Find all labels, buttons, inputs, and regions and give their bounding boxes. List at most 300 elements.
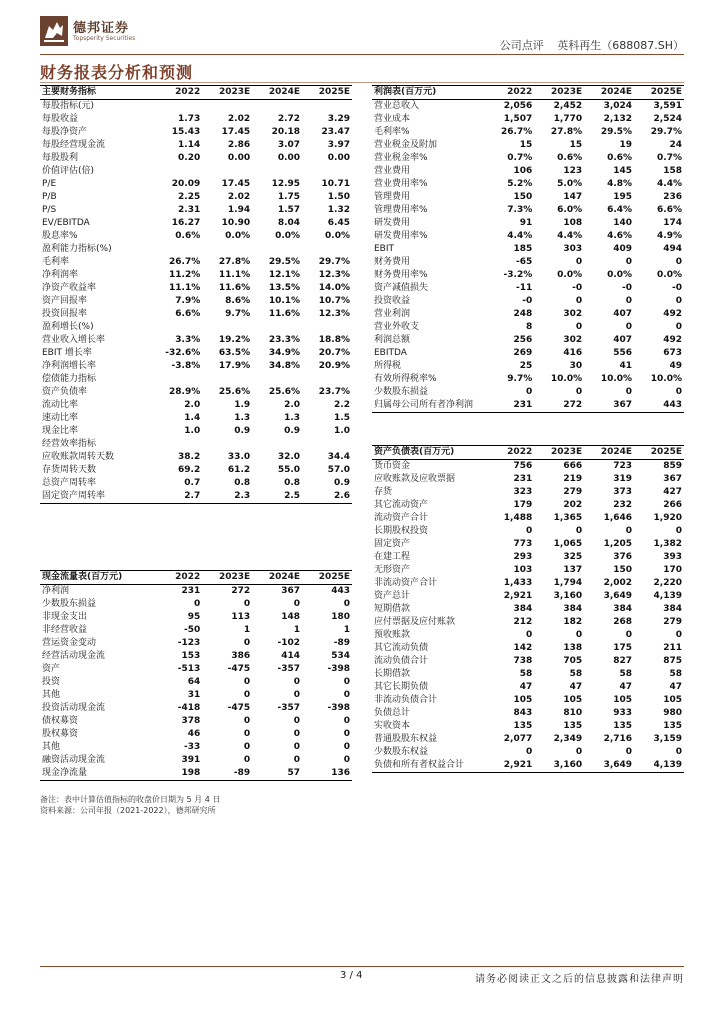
table-row bbox=[40, 490, 352, 504]
cell-value: 17.45 bbox=[221, 179, 251, 189]
row-label: 净利润 bbox=[42, 586, 70, 596]
row-label: 经营效率指标 bbox=[42, 439, 97, 449]
cell-value: 0.0% bbox=[225, 231, 251, 241]
cell-value bbox=[252, 165, 302, 178]
table-row bbox=[40, 637, 352, 650]
row-label: 资产 bbox=[42, 664, 61, 674]
cell-value: 23.3% bbox=[268, 335, 301, 345]
cell-value: 2,921 bbox=[484, 759, 534, 773]
cell-value: -0 bbox=[572, 283, 583, 293]
cell-value: 0 bbox=[625, 296, 633, 306]
cell-value: 0.7 bbox=[184, 478, 201, 488]
row-label: 流动负债合计 bbox=[374, 656, 429, 666]
table-row bbox=[372, 525, 684, 538]
cell-value: 147 bbox=[563, 192, 583, 202]
row-label: P/S bbox=[42, 205, 57, 215]
table-row bbox=[40, 204, 352, 217]
cell-value: 150 bbox=[513, 192, 533, 202]
cell-value: 933 bbox=[613, 708, 633, 718]
table-row bbox=[40, 741, 352, 754]
column-header: 2024E bbox=[252, 86, 302, 100]
cell-value: 494 bbox=[663, 244, 682, 254]
cell-value: 2,524 bbox=[653, 114, 682, 124]
cell-value bbox=[252, 438, 302, 451]
table-row bbox=[372, 113, 684, 126]
cell-value: 231 bbox=[484, 399, 534, 413]
cell-value: 738 bbox=[513, 656, 533, 666]
row-label: 非流动负债合计 bbox=[374, 695, 438, 705]
cell-value: 3,024 bbox=[603, 101, 633, 111]
cell-value: 302 bbox=[563, 335, 583, 345]
cell-value: 4,139 bbox=[653, 591, 682, 601]
cell-value bbox=[252, 100, 302, 114]
cell-value: 174 bbox=[663, 218, 682, 228]
row-label: 每股净资产 bbox=[42, 127, 88, 137]
cell-value: -357 bbox=[277, 703, 301, 713]
cell-value: 11.2% bbox=[169, 270, 201, 280]
cell-value: -89 bbox=[202, 767, 252, 781]
cell-value: 0.0% bbox=[607, 270, 633, 280]
cell-value: 25.6% bbox=[218, 387, 251, 397]
cell-value: 0 bbox=[243, 677, 251, 687]
cell-value: 2.72 bbox=[277, 114, 301, 124]
cell-value: 57.0 bbox=[327, 465, 350, 475]
column-header: 2023E bbox=[534, 446, 584, 460]
cell-value: 0 bbox=[343, 742, 350, 752]
cell-value: 10.0% bbox=[650, 374, 682, 384]
table-row bbox=[372, 230, 684, 243]
cell-value: 202 bbox=[563, 500, 583, 510]
cell-value: 2,077 bbox=[503, 734, 533, 744]
cell-value: 4.4% bbox=[557, 231, 583, 241]
cell-value: 15.43 bbox=[171, 127, 201, 137]
note-line: 备注：表中计算估值指标的收盘价日期为 5 月 4 日 bbox=[40, 795, 221, 804]
cell-value: 1.4 bbox=[184, 413, 201, 423]
cell-value: 63.5% bbox=[218, 348, 251, 358]
cell-value: 2.31 bbox=[178, 205, 201, 215]
cell-value: 3.29 bbox=[327, 114, 350, 124]
cell-value: 756 bbox=[513, 461, 533, 471]
cell-value: 3,649 bbox=[584, 759, 634, 773]
row-label: 研发费用 bbox=[374, 218, 411, 228]
cell-value: 1.0 bbox=[334, 426, 350, 436]
cell-value: 2.02 bbox=[227, 192, 251, 202]
cell-value: 1,382 bbox=[653, 539, 682, 549]
cell-value: 2,056 bbox=[503, 101, 533, 111]
cell-value: 1 bbox=[293, 625, 301, 635]
cell-value: -475 bbox=[227, 703, 251, 713]
cell-value: 195 bbox=[613, 192, 633, 202]
cell-value: 256 bbox=[513, 335, 533, 345]
table-row bbox=[40, 676, 352, 689]
table-row bbox=[40, 334, 352, 347]
row-label: 净利润增长率 bbox=[42, 361, 97, 371]
row-label: 每股指标(元) bbox=[42, 101, 95, 111]
cell-value: 0 bbox=[575, 387, 583, 397]
cell-value: 0 bbox=[243, 742, 251, 752]
cell-value: 32.0 bbox=[277, 452, 301, 462]
cell-value: -123 bbox=[177, 638, 201, 648]
cell-value: 20.9% bbox=[318, 361, 350, 371]
table-notes bbox=[40, 794, 220, 816]
table-row bbox=[40, 663, 352, 676]
cell-value: 0 bbox=[293, 677, 301, 687]
table-row bbox=[372, 460, 684, 474]
cell-value: 180 bbox=[331, 612, 350, 622]
table-row bbox=[40, 308, 352, 321]
cell-value: 666 bbox=[563, 461, 583, 471]
section-divider bbox=[40, 82, 684, 83]
cell-value: 0 bbox=[625, 257, 633, 267]
cell-value: 2,921 bbox=[503, 591, 533, 601]
table-row bbox=[40, 282, 352, 295]
table-header-row bbox=[372, 446, 684, 460]
cell-value: 106 bbox=[513, 166, 533, 176]
cell-value: 17.45 bbox=[221, 127, 251, 137]
cell-value bbox=[152, 165, 202, 178]
row-label: EBIT 增长率 bbox=[42, 348, 92, 358]
cell-value: 27.8% bbox=[550, 127, 583, 137]
cell-value: 0 bbox=[293, 599, 301, 609]
cell-value: 185 bbox=[513, 244, 533, 254]
cell-value: 1,920 bbox=[653, 513, 682, 523]
cash-flow-table bbox=[40, 570, 352, 781]
table-row bbox=[40, 585, 352, 599]
cell-value: 150 bbox=[613, 565, 633, 575]
cell-value: 27.8% bbox=[218, 257, 251, 267]
cell-value: 0 bbox=[575, 257, 583, 267]
table-row bbox=[372, 499, 684, 512]
row-label: 应付票据及应付账款 bbox=[374, 617, 456, 627]
cell-value: 20.18 bbox=[271, 127, 301, 137]
cell-value: 1.0 bbox=[184, 426, 201, 436]
cell-value: 0 bbox=[293, 690, 301, 700]
cell-value: 0.7% bbox=[657, 153, 682, 163]
table-header-row bbox=[372, 86, 684, 100]
cell-value: 407 bbox=[613, 309, 633, 319]
cell-value: 105 bbox=[663, 695, 682, 705]
table-row bbox=[40, 165, 352, 178]
cell-value: 1,770 bbox=[553, 114, 583, 124]
cell-value: 266 bbox=[663, 500, 682, 510]
row-label: 长期股权投资 bbox=[374, 526, 429, 536]
row-label: 投资回报率 bbox=[42, 309, 88, 319]
table-row bbox=[372, 564, 684, 577]
cell-value: 2.5 bbox=[252, 490, 302, 504]
cell-value bbox=[202, 373, 252, 386]
row-label: 固定资产周转率 bbox=[40, 490, 152, 504]
row-label: 偿债能力指标 bbox=[42, 374, 97, 384]
cell-value: 2.3 bbox=[202, 490, 252, 504]
cell-value: 0 bbox=[343, 716, 350, 726]
cell-value: 416 bbox=[563, 348, 583, 358]
cell-value: 58 bbox=[519, 669, 533, 679]
cell-value: 69.2 bbox=[178, 465, 201, 475]
cell-value: 5.2% bbox=[507, 179, 533, 189]
cell-value: 108 bbox=[563, 218, 583, 228]
table-row bbox=[40, 126, 352, 139]
cell-value: 135 bbox=[663, 721, 682, 731]
cell-value: 293 bbox=[513, 552, 533, 562]
cell-value: 0.00 bbox=[327, 153, 350, 163]
cell-value: 0 bbox=[525, 526, 533, 536]
cell-value: 4.8% bbox=[607, 179, 633, 189]
cell-value: 12.3% bbox=[318, 309, 350, 319]
cell-value: 2.0 bbox=[184, 400, 201, 410]
table-row bbox=[40, 464, 352, 477]
cell-value: 1,365 bbox=[553, 513, 583, 523]
cell-value: 272 bbox=[534, 399, 584, 413]
table-row bbox=[40, 438, 352, 451]
section-title: 财务报表分析和预测 bbox=[40, 63, 194, 82]
cell-value: 0.9 bbox=[334, 478, 350, 488]
cell-value: 409 bbox=[613, 244, 633, 254]
cell-value: 386 bbox=[231, 651, 251, 661]
row-label: 其它流动负债 bbox=[374, 643, 429, 653]
cell-value bbox=[302, 100, 352, 114]
cell-value: 443 bbox=[634, 399, 684, 413]
table-row bbox=[40, 256, 352, 269]
cell-value: 384 bbox=[513, 604, 533, 614]
table-row bbox=[40, 702, 352, 715]
cell-value: 23.47 bbox=[321, 127, 350, 137]
row-label: 流动资产合计 bbox=[374, 513, 429, 523]
cell-value: 384 bbox=[613, 604, 633, 614]
cell-value: 211 bbox=[663, 643, 682, 653]
cell-value: 0 bbox=[525, 387, 533, 397]
row-label: 归属母公司所有者净利润 bbox=[372, 399, 484, 413]
cell-value: 3.97 bbox=[327, 140, 350, 150]
cell-value: 105 bbox=[563, 695, 583, 705]
row-label: 存货 bbox=[374, 487, 393, 497]
column-header: 2025E bbox=[634, 446, 684, 460]
cell-value: 18.8% bbox=[318, 335, 350, 345]
cell-value bbox=[202, 321, 252, 334]
cell-value: 0.6% bbox=[607, 153, 633, 163]
cell-value: 3,160 bbox=[553, 591, 583, 601]
column-header: 2024E bbox=[252, 571, 302, 585]
cell-value: 0 bbox=[575, 630, 583, 640]
row-label: 财务费用 bbox=[374, 257, 411, 267]
cell-value: 0.00 bbox=[227, 153, 251, 163]
cell-value: 843 bbox=[513, 708, 533, 718]
row-label: 固定资产 bbox=[374, 539, 411, 549]
cell-value: 34.9% bbox=[268, 348, 301, 358]
row-label: 净资产收益率 bbox=[42, 283, 97, 293]
row-label: 少数股东损益 bbox=[374, 387, 429, 397]
table-title: 资产负债表(百万元) bbox=[372, 446, 484, 460]
cell-value: 153 bbox=[181, 651, 201, 661]
cell-value: 19 bbox=[619, 140, 633, 150]
table-row bbox=[372, 347, 684, 360]
table-row bbox=[40, 477, 352, 490]
table-row bbox=[372, 295, 684, 308]
table-row bbox=[372, 707, 684, 720]
cell-value: 0 bbox=[675, 630, 682, 640]
cell-value: 105 bbox=[613, 695, 633, 705]
row-label: 营业费用率% bbox=[374, 179, 428, 189]
column-header: 2022 bbox=[152, 571, 202, 585]
cell-value: 24 bbox=[669, 140, 682, 150]
cell-value bbox=[302, 165, 352, 178]
cell-value: 0 bbox=[675, 387, 682, 397]
cell-value: 11.6% bbox=[218, 283, 251, 293]
cell-value: 1.9 bbox=[234, 400, 251, 410]
cell-value: -0 bbox=[622, 283, 633, 293]
cell-value: 145 bbox=[613, 166, 633, 176]
cell-value: 14.0% bbox=[318, 283, 350, 293]
cell-value: 3,649 bbox=[603, 591, 633, 601]
table-row bbox=[40, 624, 352, 637]
cell-value: 0 bbox=[675, 747, 682, 757]
income-statement-table bbox=[372, 85, 684, 413]
table-row bbox=[372, 204, 684, 217]
row-label: 每股收益 bbox=[42, 114, 79, 124]
cell-value: 12.3% bbox=[318, 270, 350, 280]
cell-value: 64 bbox=[187, 677, 201, 687]
header-divider bbox=[40, 54, 684, 55]
table-row bbox=[372, 616, 684, 629]
cell-value: 268 bbox=[613, 617, 633, 627]
cell-value: 0 bbox=[243, 716, 251, 726]
table-row bbox=[372, 321, 684, 334]
cell-value: 175 bbox=[613, 643, 633, 653]
cell-value: 1.73 bbox=[178, 114, 201, 124]
cell-value: 105 bbox=[513, 695, 533, 705]
cell-value: 1,488 bbox=[503, 513, 533, 523]
cell-value: 279 bbox=[563, 487, 583, 497]
cell-value bbox=[152, 100, 202, 114]
row-label: 营业外收支 bbox=[374, 322, 420, 332]
row-label: 投资活动现金流 bbox=[42, 703, 106, 713]
table-row bbox=[40, 425, 352, 438]
row-label: 非经营收益 bbox=[42, 625, 88, 635]
cell-value: 393 bbox=[663, 552, 682, 562]
cell-value: 6.6% bbox=[657, 205, 682, 215]
cell-value: 15 bbox=[569, 140, 583, 150]
cell-value: 1,205 bbox=[603, 539, 633, 549]
table-title: 主要财务指标 bbox=[40, 86, 152, 100]
row-label: EV/EBITDA bbox=[42, 218, 90, 228]
cell-value: 2,716 bbox=[603, 734, 633, 744]
table-row bbox=[372, 746, 684, 759]
table-row bbox=[40, 360, 352, 373]
cell-value: 61.2 bbox=[227, 465, 251, 475]
cell-value: 136 bbox=[302, 767, 352, 781]
row-label: 少数股东权益 bbox=[374, 747, 429, 757]
cell-value: 10.71 bbox=[321, 179, 350, 189]
cell-value bbox=[252, 321, 302, 334]
cell-value: 2.25 bbox=[178, 192, 201, 202]
row-label: 货币资金 bbox=[374, 461, 411, 471]
table-row bbox=[372, 334, 684, 347]
table-row bbox=[372, 590, 684, 603]
cell-value: 1.3 bbox=[284, 413, 301, 423]
row-label: 营业税金率% bbox=[374, 153, 428, 163]
cell-value: 1,794 bbox=[553, 578, 583, 588]
cell-value: 2,002 bbox=[603, 578, 633, 588]
cell-value: 0.0% bbox=[557, 270, 583, 280]
cell-value: -0 bbox=[522, 296, 533, 306]
cell-value: 0 bbox=[675, 526, 682, 536]
cell-value: 492 bbox=[663, 335, 682, 345]
table-row bbox=[372, 655, 684, 668]
cell-value: 3.3% bbox=[175, 335, 201, 345]
footer-divider bbox=[40, 966, 684, 967]
cell-value: 182 bbox=[563, 617, 583, 627]
cell-value: 33.0 bbox=[227, 452, 251, 462]
cell-value: 15 bbox=[519, 140, 533, 150]
cell-value: 47 bbox=[519, 682, 533, 692]
cell-value: 1.94 bbox=[227, 205, 251, 215]
table-row bbox=[372, 386, 684, 399]
cell-value: -398 bbox=[327, 703, 350, 713]
cell-value: 5.0% bbox=[557, 179, 583, 189]
cell-value bbox=[302, 321, 352, 334]
row-label: 普通股股东权益 bbox=[374, 734, 438, 744]
cell-value: 534 bbox=[331, 651, 350, 661]
row-label: 管理费用 bbox=[374, 192, 411, 202]
cell-value: 10.0% bbox=[600, 374, 633, 384]
column-header: 2025E bbox=[634, 86, 684, 100]
cell-value: 10.90 bbox=[221, 218, 251, 228]
cell-value: 0 bbox=[293, 729, 301, 739]
cell-value: 11.1% bbox=[218, 270, 251, 280]
row-label: 价值评估(倍) bbox=[42, 166, 95, 176]
cell-value: 367 bbox=[663, 474, 682, 484]
logo-text-cn: 德邦证券 bbox=[73, 21, 130, 36]
table-title: 现金流量表(百万元) bbox=[40, 571, 152, 585]
cell-value: 3,591 bbox=[653, 101, 682, 111]
cell-value: 407 bbox=[613, 335, 633, 345]
cell-value: 19.2% bbox=[218, 335, 251, 345]
cell-value: 3.07 bbox=[277, 140, 301, 150]
cell-value: 34.4 bbox=[327, 452, 350, 462]
table-row bbox=[40, 386, 352, 399]
row-label: 盈利能力指标(%) bbox=[42, 244, 112, 254]
table-row bbox=[372, 759, 684, 773]
cell-value bbox=[202, 243, 252, 256]
row-label: 在建工程 bbox=[374, 552, 411, 562]
table-row bbox=[372, 512, 684, 525]
cell-value: 0 bbox=[575, 747, 583, 757]
cell-value: 4.6% bbox=[607, 231, 633, 241]
cell-value: 1,065 bbox=[553, 539, 583, 549]
cell-value: 29.5% bbox=[600, 127, 633, 137]
row-label: 其它流动资产 bbox=[374, 500, 429, 510]
cell-value: 323 bbox=[513, 487, 533, 497]
cell-value bbox=[252, 373, 302, 386]
cell-value: 103 bbox=[513, 565, 533, 575]
cell-value: 12.95 bbox=[271, 179, 301, 189]
cell-value: 55.0 bbox=[277, 465, 301, 475]
table-row bbox=[40, 611, 352, 624]
cell-value: 0 bbox=[293, 755, 301, 765]
row-label: 资产减值损失 bbox=[374, 283, 429, 293]
cell-value: 0.7% bbox=[507, 153, 533, 163]
table-header-row bbox=[40, 571, 352, 585]
cell-value: 0 bbox=[675, 322, 682, 332]
table-row bbox=[40, 373, 352, 386]
cell-value: -3.2% bbox=[503, 270, 533, 280]
table-row bbox=[372, 165, 684, 178]
cell-value bbox=[302, 373, 352, 386]
cell-value: 28.9% bbox=[169, 387, 201, 397]
row-label: 总资产周转率 bbox=[42, 478, 97, 488]
table-row bbox=[372, 152, 684, 165]
table-row bbox=[40, 728, 352, 741]
cell-value: 20.7% bbox=[318, 348, 350, 358]
